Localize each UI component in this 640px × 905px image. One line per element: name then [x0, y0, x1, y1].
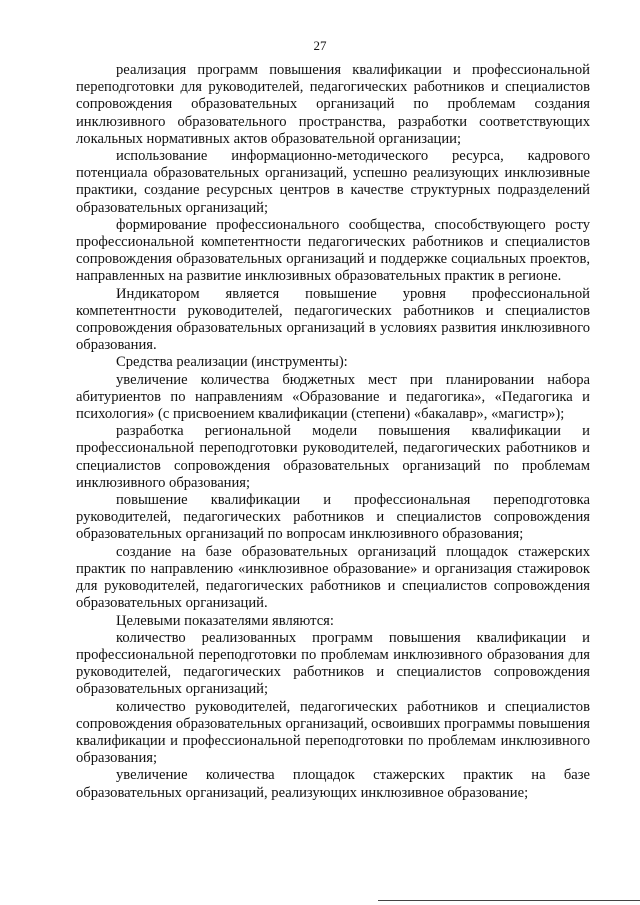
page-number: 27: [313, 38, 327, 53]
paragraph: количество руководителей, педагогических работников и специалистов сопровождения образовательных организаций, освоивших программы повышения квалификации и профессиональной переподготовки по проблемам инклюзивного образования;: [76, 698, 590, 767]
paragraph: создание на базе образовательных организаций площадок стажерских практик по направлению «инклюзивное образование» и организация стажировок для руководителей, педагогических работников и специалистов сопровождения образовательных организаций.: [76, 543, 590, 612]
paragraph: количество реализованных программ повышения квалификации и профессиональной переподготовки по проблемам инклюзивного образования для руководителей, педагогических работников и специалистов сопровождения образовательных организаций;: [76, 629, 590, 698]
paragraph: формирование профессионального сообщества, способствующего росту профессиональной компетентности педагогических работников и специалистов сопровождения образовательных организаций и поддержке социальных проектов, направленных на развитие инклюзивных образовательных практик в регионе.: [76, 216, 590, 285]
paragraph: реализация программ повышения квалификации и профессиональной переподготовки для руководителей, педагогических работников и специалистов сопровождения образовательных организаций по проблемам создания инклюзивного образовательного пространства, разработки соответствующих локальных нормативных актов образовательной организации;: [76, 62, 590, 147]
footer-divider: [378, 900, 640, 901]
paragraph: повышение квалификации и профессиональная переподготовка руководителей, педагогических работников и специалистов сопровождения образовательных организаций по вопросам инклюзивного образования;: [76, 492, 590, 543]
paragraph: Индикатором является повышение уровня профессиональной компетентности руководителей, педагогических работников и специалистов сопровождения образовательных организаций в условиях развития инклюзивного образования.: [76, 285, 590, 354]
paragraph: увеличение количества бюджетных мест при планировании набора абитуриентов по направлениям «Образование и педагогика», «Педагогика и психология» (с присвоением квалификации (степени) «бакалавр», «магистр»);: [76, 371, 590, 423]
paragraph: разработка региональной модели повышения квалификации и профессиональной переподготовки руководителей, педагогических работников и специалистов сопровождения образовательных организаций по проблемам инклюзивного образования;: [76, 423, 590, 491]
document-body: [76, 62, 590, 802]
paragraph: Целевыми показателями являются:: [116, 612, 334, 629]
paragraph: использование информационно-методического ресурса, кадрового потенциала образовательных организаций, успешно реализующих инклюзивные практики, создание ресурсных центров в качестве структурных подразделений образовательных организаций;: [76, 148, 590, 216]
paragraph: Средства реализации (инструменты):: [116, 354, 348, 371]
paragraph: увеличение количества площадок стажерских практик на базе образовательных организаций, реализующих инклюзивное образование;: [76, 767, 590, 801]
